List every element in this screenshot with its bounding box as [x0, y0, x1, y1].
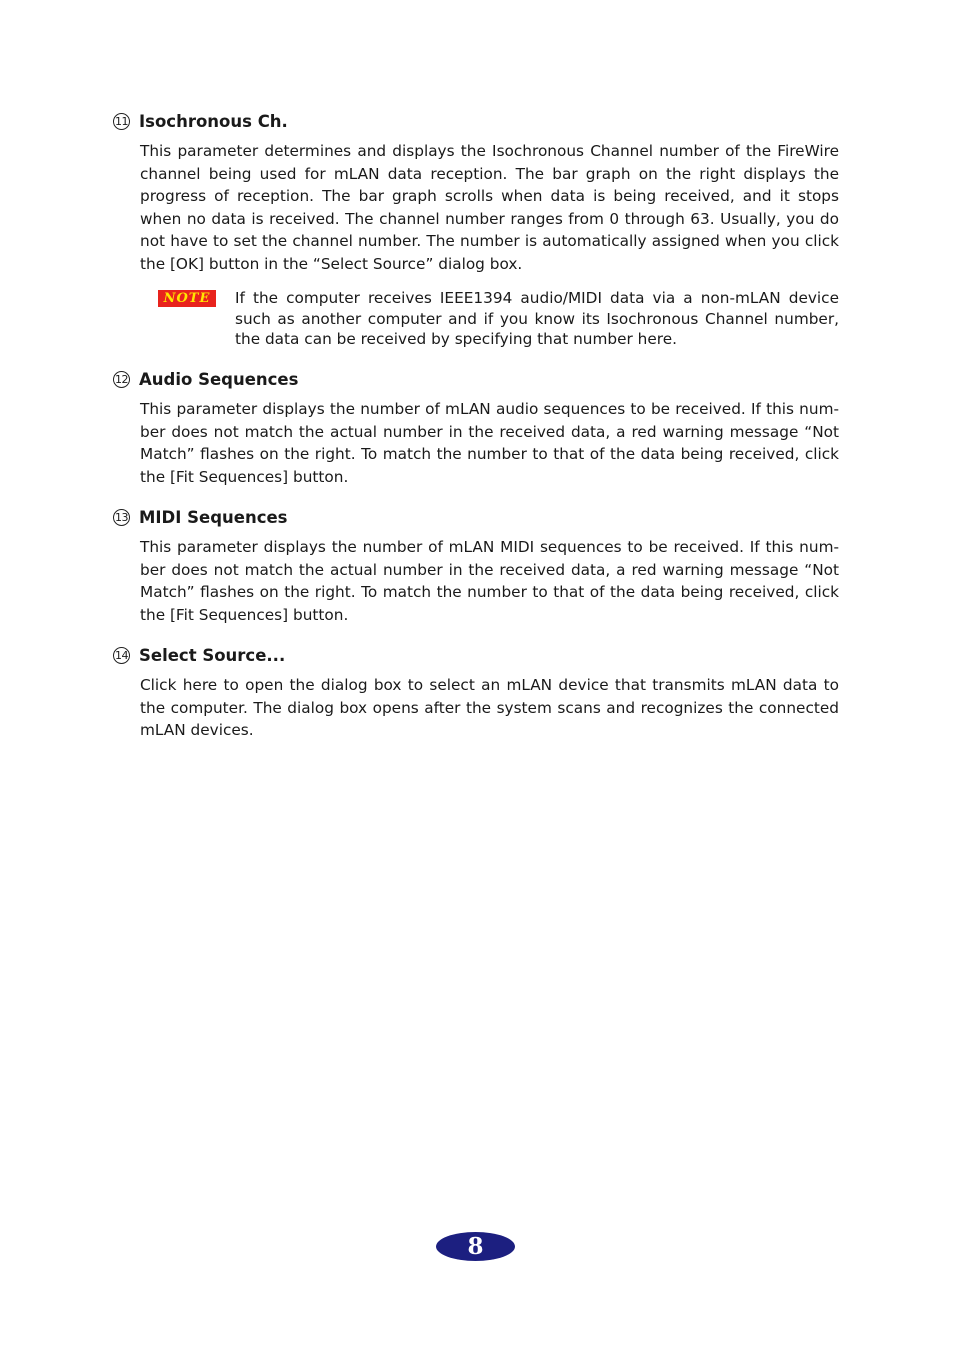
section-body: This parameter determines and displays the Isochronous Channel number of the FireWire channel being used for mLAN data reception. The bar graph on the right displays the progress of reception. The bar graph scrolls when data is being received, and it stops when no data is received. The channel number ranges from 0 through 63. Usually, you do not have to set the channel number. The number is automatically assigned when you click the [OK] button in the “Select Source” dialog box.	[140, 142, 839, 273]
section-title: Audio Sequences	[139, 369, 299, 389]
section-midi-sequences	[113, 506, 839, 626]
section-title: Select Source...	[139, 645, 286, 665]
section-title: Isochronous Ch.	[139, 111, 288, 131]
circled-number: 13	[115, 510, 128, 524]
note-box	[158, 288, 839, 350]
section-body: This parameter displays the number of mLAN MIDI sequences to be received. If this num-ber does not match the actual number in the received data, a red warning message “Not Match” flashes on the right. To match the number to that of the data being received, click the [Fit Sequences] button.	[140, 538, 839, 624]
section-heading	[113, 644, 839, 666]
section-body: This parameter displays the number of mLAN audio sequences to be received. If this num-ber does not match the actual number in the received data, a red warning message “Not Match” flashes on the right. To match the number to that of the data being received, click the [Fit Sequences] button.	[140, 400, 839, 486]
note-text: If the computer receives IEEE1394 audio/MIDI data via a non-mLAN device such as another computer and if you know its Isochronous Channel number, the data can be received by specifying that number here.	[235, 289, 839, 348]
section-heading	[113, 506, 839, 528]
page-number-badge: 8	[436, 1232, 515, 1261]
section-heading	[113, 110, 839, 132]
section-heading	[113, 368, 839, 390]
circled-number: 14	[115, 648, 128, 662]
section-audio-sequences	[113, 368, 839, 488]
circled-number: 11	[115, 114, 128, 128]
section-body: Click here to open the dialog box to select an mLAN device that transmits mLAN data to the computer. The dialog box opens after the system scans and recognizes the connected mLAN devices.	[140, 676, 839, 739]
section-isochronous-ch	[113, 110, 839, 275]
note-badge-icon: NOTE	[158, 290, 216, 307]
circled-number: 12	[115, 372, 128, 386]
section-select-source	[113, 644, 839, 742]
section-title: MIDI Sequences	[139, 507, 288, 527]
